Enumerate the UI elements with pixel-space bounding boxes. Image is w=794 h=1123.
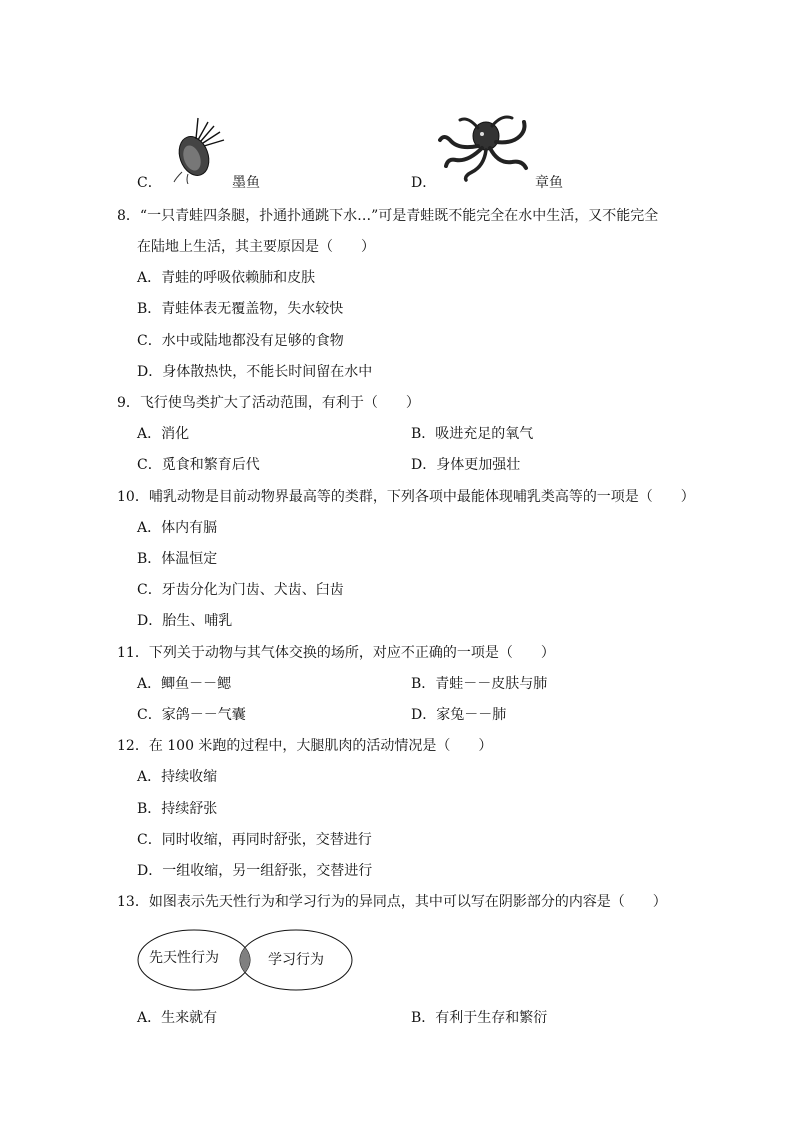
question-11-option-d: D．家兔－－肺 xyxy=(411,707,507,723)
question-13-option-b: B．有利于生存和繁衍 xyxy=(411,1010,548,1026)
option-c-label: 墨鱼 xyxy=(232,175,260,191)
octopus-image xyxy=(438,110,530,182)
question-8-option-a: A．青蛙的呼吸依赖肺和皮肤 xyxy=(137,270,316,286)
question-10-option-b: B．体温恒定 xyxy=(137,551,218,567)
cuttlefish-image xyxy=(168,114,230,184)
question-9-option-d: D．身体更加强壮 xyxy=(411,457,521,473)
question-12-option-b: B．持续舒张 xyxy=(137,801,218,817)
question-9-option-c: C．觅食和繁育后代 xyxy=(137,457,260,473)
question-12-option-d: D．一组收缩，另一组舒张，交替进行 xyxy=(137,863,373,879)
question-8-stem-line2: 在陆地上生活，其主要原因是（ ） xyxy=(137,239,375,255)
option-d-label: 章鱼 xyxy=(535,175,563,191)
question-8-option-d: D．身体散热快，不能长时间留在水中 xyxy=(137,364,373,380)
question-12-option-c: C．同时收缩，再同时舒张，交替进行 xyxy=(137,832,372,848)
question-9-stem: 9．飞行使鸟类扩大了活动范围，有利于（ ） xyxy=(117,395,420,411)
question-8-stem-line1: 8．“一只青蛙四条腿，扑通扑通跳下水…”可是青蛙既不能完全在水中生活，又不能完全 xyxy=(117,208,659,224)
venn-right-label: 学习行为 xyxy=(268,952,324,968)
question-9-option-b: B．吸进充足的氧气 xyxy=(411,426,534,442)
question-10-option-d: D．胎生、哺乳 xyxy=(137,613,233,629)
question-10-option-a: A．体内有膈 xyxy=(137,520,218,536)
question-8-option-b: B．青蛙体表无覆盖物，失水较快 xyxy=(137,301,344,317)
venn-diagram xyxy=(137,928,357,992)
option-d-letter: D． xyxy=(411,175,437,191)
question-13-option-a: A．生来就有 xyxy=(137,1010,218,1026)
question-8-option-c: C．水中或陆地都没有足够的食物 xyxy=(137,333,344,349)
question-9-option-a: A．消化 xyxy=(137,426,190,442)
question-13-stem: 13．如图表示先天性行为和学习行为的异同点，其中可以写在阴影部分的内容是（ ） xyxy=(117,894,667,910)
venn-left-label: 先天性行为 xyxy=(149,950,219,966)
question-12-stem: 12．在 100 米跑的过程中，大腿肌肉的活动情况是（ ） xyxy=(117,738,493,754)
question-12-option-a: A．持续收缩 xyxy=(137,769,218,785)
question-10-stem: 10．哺乳动物是目前动物界最高等的类群，下列各项中最能体现哺乳类高等的一项是（ ） xyxy=(117,489,695,505)
option-c-letter: C． xyxy=(137,175,162,191)
question-11-option-c: C．家鸽－－气囊 xyxy=(137,707,246,723)
question-11-option-b: B．青蛙－－皮肤与肺 xyxy=(411,676,548,692)
question-11-stem: 11．下列关于动物与其气体交换的场所，对应不正确的一项是（ ） xyxy=(117,645,555,661)
question-10-option-c: C．牙齿分化为门齿、犬齿、臼齿 xyxy=(137,582,344,598)
question-11-option-a: A．鲫鱼－－鳃 xyxy=(137,676,232,692)
